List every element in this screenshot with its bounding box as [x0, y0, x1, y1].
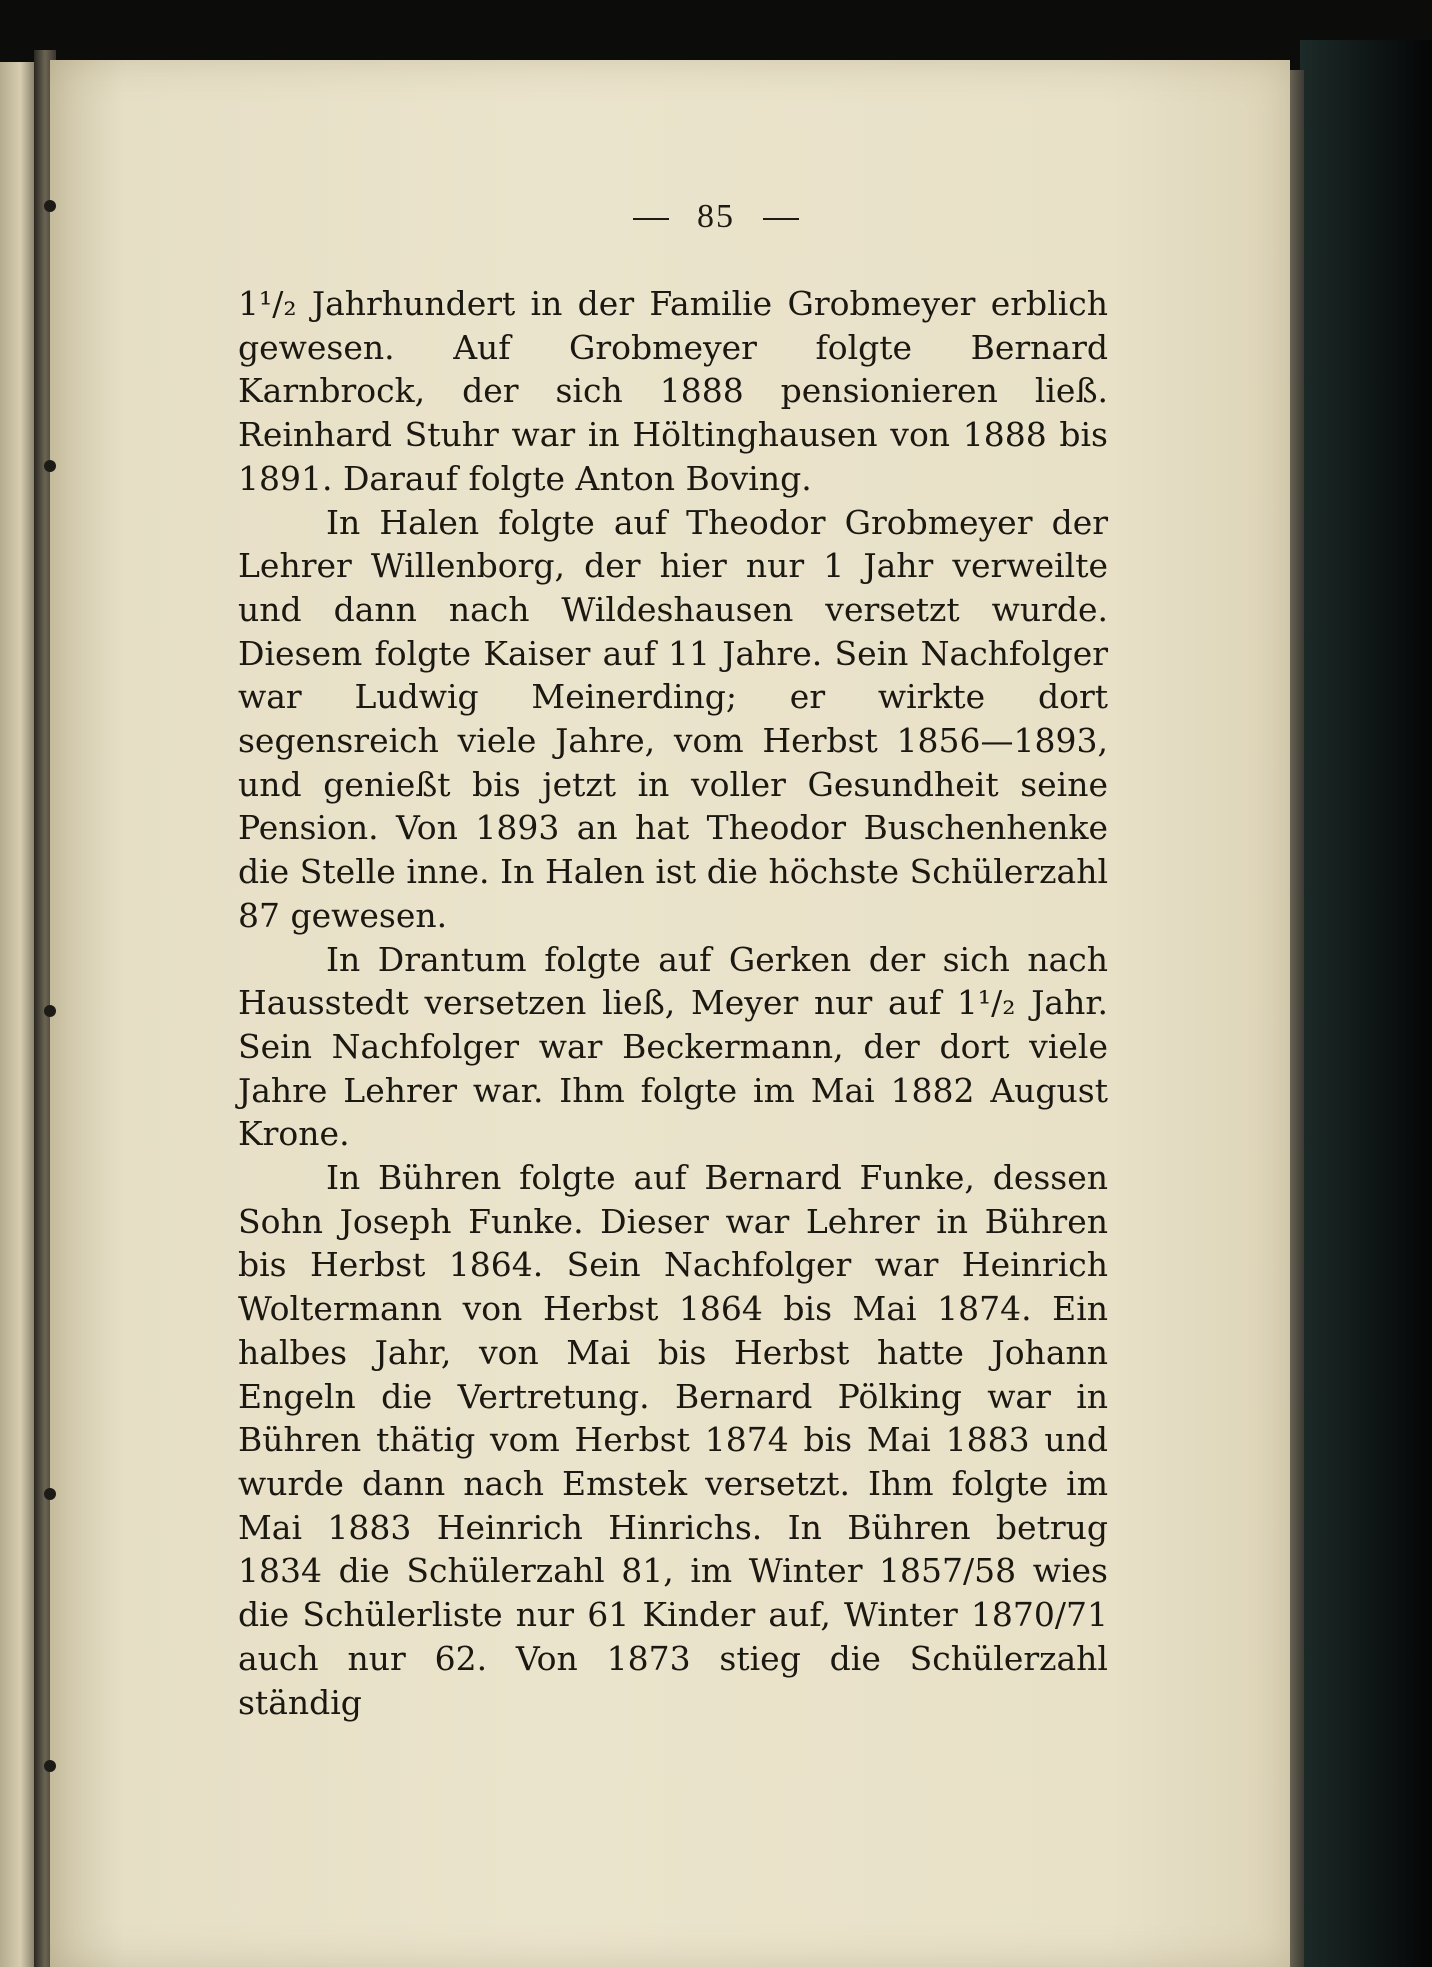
page-number: 85 [697, 198, 735, 235]
paragraph: In Halen folgte auf Theodor Grobmeyer der Lehrer Willenborg, der hier nur 1 Jahr verweilte und dann nach Wildeshausen versetzt wurde. Diesem folgte Kaiser auf 11 Jahre. Sein Nachfolger war Ludwig Meinerding; er wirkte dort segensreich viele Jahre, vom Herbst 1856—1893, und genießt bis jetzt in voller Gesundheit seine Pension. Von 1893 an hat Theodor Buschenhenke die Stelle inne. In Halen ist die höchste Schülerzahl 87 gewesen. [238, 502, 1108, 935]
page-header [0, 198, 1432, 236]
binding-hole [44, 1488, 56, 1500]
paragraph: In Bühren folgte auf Bernard Funke, dessen Sohn Joseph Funke. Dieser war Lehrer in Bühren bis Herbst 1864. Sein Nachfolger war Heinrich Woltermann von Herbst 1864 bis Mai 1874. Ein halbes Jahr, von Mai bis Herbst hatte Johann Engeln die Vertretung. Bernard Pölking war in Bühren thätig vom Herbst 1874 bis Mai 1883 und wurde dann nach Emstek versetzt. Ihm folgte im Mai 1883 Heinrich Hinrichs. In Bühren betrug 1834 die Schülerzahl 81, im Winter 1857/58 wies die Schülerliste nur 61 Kinder auf, Winter 1870/71 auch nur 62. Von 1873 stieg die Schülerzahl ständig [238, 1158, 1108, 1722]
binding-hole [44, 460, 56, 472]
paragraph: In Drantum folgte auf Gerken der sich nach Hausstedt versetzen ließ, Meyer nur auf 1¹/₂ Jahr. Sein Nachfolger war Beckermann, der dort viele Jahre Lehrer war. Ihm folgte im Mai 1882 August Krone. [238, 939, 1108, 1154]
facing-page-edge [0, 62, 34, 1967]
book-cover [1300, 40, 1432, 1967]
header-dash-right [763, 218, 799, 220]
binding-hole [44, 1005, 56, 1017]
header-dash-left [633, 218, 669, 220]
page-body [238, 282, 1108, 1724]
binding-hole [44, 1760, 56, 1772]
paragraph: 1¹/₂ Jahrhundert in der Familie Grobmeyer erblich gewesen. Auf Grobmeyer folgte Bernard Karnbrock, der sich 1888 pensionieren ließ. Reinhard Stuhr war in Höltinghausen von 1888 bis 1891. Darauf folgte Anton Boving. [238, 284, 1108, 498]
